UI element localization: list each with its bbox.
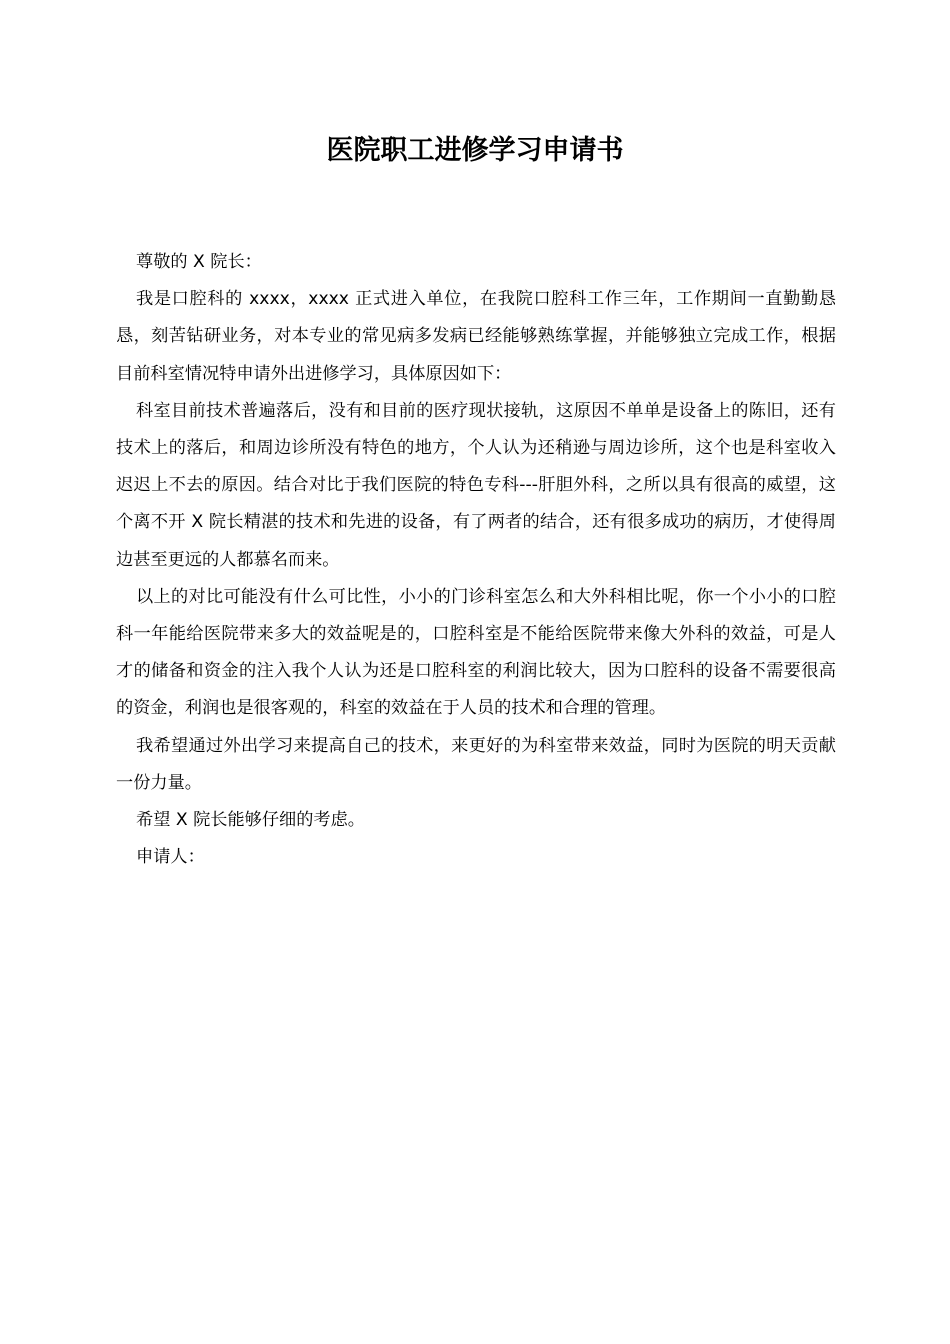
paragraph-intro: 我是口腔科的 xxxx，xxxx 正式进入单位，在我院口腔科工作三年，工作期间一直勤勤恳恳，刻苦钻研业务，对本专业的常见病多发病已经能够熟练掌握，并能够独立完成工作，根据目前科室情况特申请外出进修学习，具体原因如下： (116, 289, 836, 384)
paragraph-request: 希望 X 院长能够仔细的考虑。 (136, 810, 365, 831)
paragraph-reason-2: 以上的对比可能没有什么可比性，小小的门诊科室怎么和大外科相比呢，你一个小小的口腔科一年能给医院带来多大的效益呢是的，口腔科室是不能给医院带来像大外科的效益，可是人才的储备和资金的注入我个人认为还是口腔科室的利润比较大，因为口腔科的设备不需要很高的资金，利润也是很客观的，科室的效益在于人员的技术和合理的管理。 (116, 586, 836, 719)
salutation: 尊敬的 X 院长： (136, 252, 262, 272)
paragraph-hope: 我希望通过外出学习来提高自己的技术，来更好的为科室带来效益，同时为医院的明天贡献一份力量。 (116, 735, 836, 793)
applicant-label: 申请人： (136, 847, 205, 868)
paragraph-reason-1: 科室目前技术普遍落后，没有和目前的医疗现状接轨，这原因不单单是设备上的陈旧，还有技术上的落后，和周边诊所没有特色的地方，个人认为还稍逊与周边诊所，这个也是科室收入迟迟上不去的原因。结合对比于我们医院的特色专科---肝胆外科，之所以具有很高的威望，这个离不开 X 院长精湛的技术和先进的设备，有了两者的结合，还有很多成功的病历，才使得周边甚至更远的人都慕名而来。 (116, 400, 836, 570)
document-title: 医院职工进修学习申请书 (326, 135, 624, 166)
document-body (116, 244, 836, 876)
